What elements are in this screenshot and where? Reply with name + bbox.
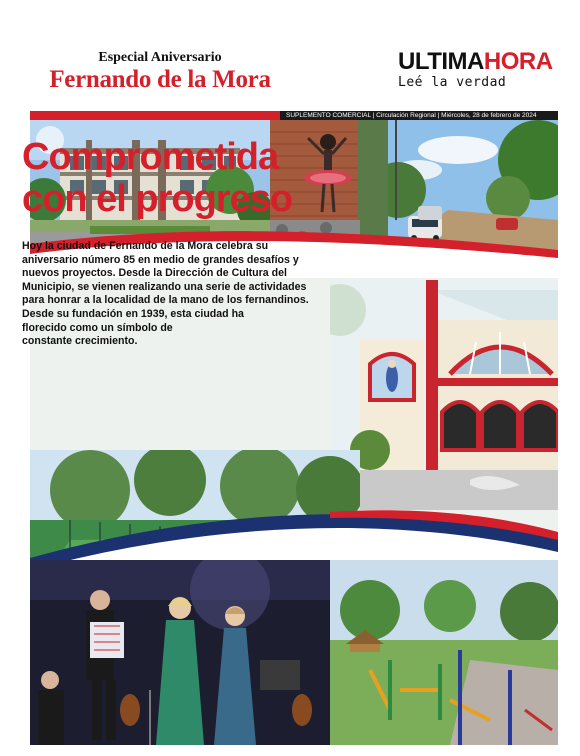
headline-line-2: con el progreso <box>22 178 293 220</box>
ultimahora-logo <box>398 48 553 76</box>
logo-text-ultima: ULTIMA <box>398 48 484 75</box>
lead-line: constante crecimiento. <box>22 335 138 348</box>
lead-line: florecido como un símbolo de <box>22 321 173 334</box>
lead-paragraph <box>22 240 322 349</box>
photo-outdoor-gym <box>330 560 558 745</box>
city-title: Fernando de la Mora <box>49 66 271 93</box>
logo-text-hora: HORA <box>483 48 553 75</box>
lead-line: Hoy la ciudad de Fernando de la Mora celebra su <box>22 240 269 252</box>
lead-line: Municipio, se vienen realizando una serie de actividades <box>22 280 307 293</box>
photo-church <box>330 280 558 510</box>
band-red <box>30 111 280 120</box>
lead-line: nuevos proyectos. Desde la Dirección de Cultura del <box>22 267 287 280</box>
supplement-line: SUPLEMENTO COMERCIAL | Circulación Regional | Miércoles, 28 de febrero de 2024 <box>286 112 537 119</box>
lead-line: para honrar a la localidad de la mano de los fernandinos. <box>22 294 309 307</box>
main-headline <box>22 136 322 220</box>
special-edition-label: Especial Aniversario <box>98 50 222 65</box>
lead-line: Desde su fundación en 1939, esta ciudad ha <box>22 307 244 320</box>
lead-line: aniversario número 85 en medio de grandes desafíos y <box>22 253 299 266</box>
headline-line-1: Comprometida <box>22 136 279 178</box>
logo-tagline: Leé la verdad <box>398 75 507 90</box>
photo-musicians-concert <box>30 560 330 745</box>
